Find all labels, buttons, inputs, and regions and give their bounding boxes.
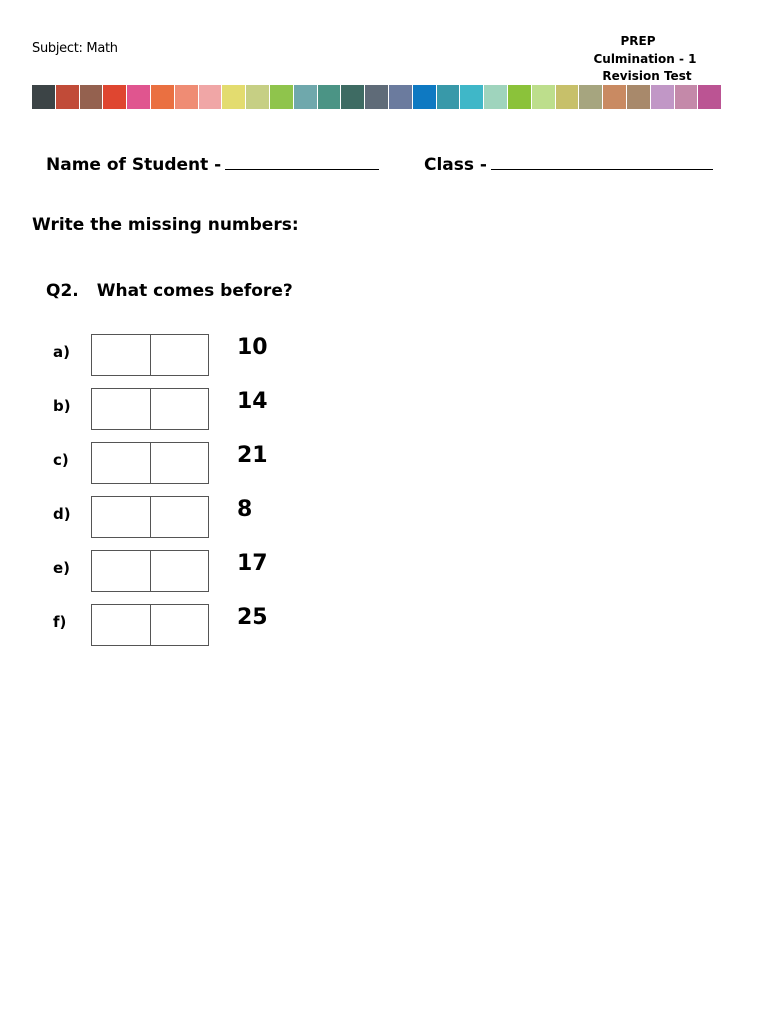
color-swatch [508,85,532,109]
answer-boxes [91,442,209,484]
instruction-heading: Write the missing numbers: [32,215,299,235]
color-swatch [56,85,80,109]
given-number: 14 [237,389,268,414]
color-swatch [532,85,556,109]
student-name-label: Name of Student - [46,155,222,175]
question-text: What comes before? [96,281,293,301]
ones-box[interactable] [150,605,209,645]
answer-boxes [91,550,209,592]
color-swatch [294,85,318,109]
test-type: Revision Test [602,69,692,83]
color-swatch [127,85,151,109]
answer-row [0,550,768,594]
given-number: 17 [237,551,268,576]
test-title [590,33,700,86]
subject-label: Subject: Math [32,41,118,56]
color-swatch [199,85,223,109]
answer-boxes [91,388,209,430]
color-swatch [627,85,651,109]
student-name-blank[interactable] [225,168,379,170]
color-swatch [222,85,246,109]
color-swatch [603,85,627,109]
tens-box[interactable] [92,443,150,483]
ones-box[interactable] [150,551,209,591]
item-label: b) [53,397,71,415]
question-heading [46,281,293,301]
ones-box[interactable] [150,389,209,429]
question-number: Q2. [46,281,79,301]
color-swatch [246,85,270,109]
color-swatch [651,85,675,109]
student-name-field[interactable] [46,155,379,175]
color-swatch [579,85,603,109]
item-label: e) [53,559,71,577]
answer-boxes [91,334,209,376]
given-number: 25 [237,605,268,630]
color-swatch [675,85,699,109]
answer-row [0,334,768,378]
tens-box[interactable] [92,497,150,537]
color-swatch [318,85,342,109]
class-blank[interactable] [491,168,713,170]
answer-row [0,496,768,540]
item-label: c) [53,451,69,469]
given-number: 21 [237,443,268,468]
item-label: a) [53,343,70,361]
color-swatch [80,85,104,109]
color-swatch [698,85,722,109]
answer-row [0,604,768,648]
tens-box[interactable] [92,605,150,645]
color-swatch [389,85,413,109]
answer-boxes [91,496,209,538]
color-swatch [556,85,580,109]
test-name: Culmination - 1 [593,51,697,66]
answer-row [0,442,768,486]
given-number: 8 [237,497,253,522]
color-swatch [32,85,56,109]
color-swatch [341,85,365,109]
color-swatch [460,85,484,109]
color-swatch [103,85,127,109]
color-swatch [413,85,437,109]
ones-box[interactable] [150,497,209,537]
item-label: d) [53,505,71,523]
tens-box[interactable] [92,551,150,591]
color-swatch [270,85,294,109]
class-label: Class - [424,155,487,175]
ones-box[interactable] [150,335,209,375]
given-number: 10 [237,335,268,360]
tens-box[interactable] [92,335,150,375]
color-swatch [365,85,389,109]
color-stripe [32,85,722,109]
ones-box[interactable] [150,443,209,483]
tens-box[interactable] [92,389,150,429]
answer-boxes [91,604,209,646]
color-swatch [175,85,199,109]
color-swatch [437,85,461,109]
test-level: PREP [620,34,656,48]
color-swatch [151,85,175,109]
answer-row [0,388,768,432]
item-label: f) [53,613,67,631]
class-field[interactable] [424,155,713,175]
color-swatch [484,85,508,109]
